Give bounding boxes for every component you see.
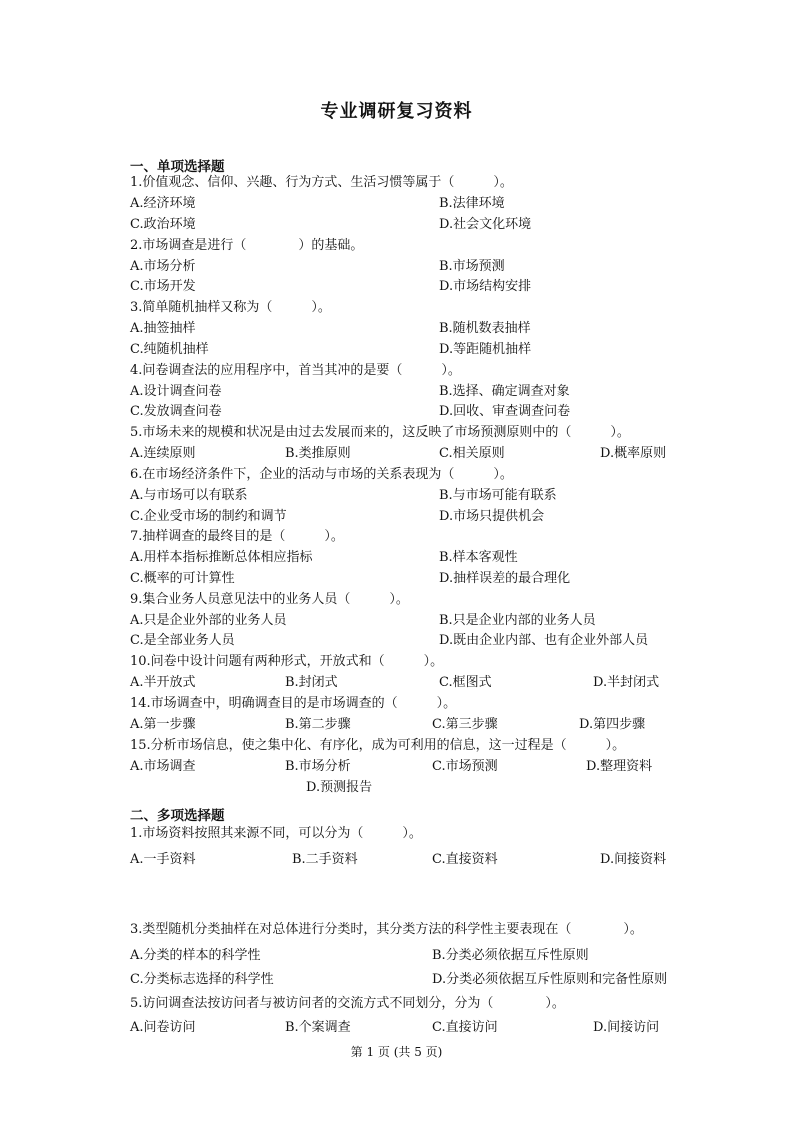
question-5: 5.市场未来的规模和状况是由过去发展而来的，这反映了市场预测原则中的（ ）。 bbox=[130, 425, 630, 440]
m1-option-b: B.二手资料 bbox=[292, 852, 358, 867]
q6-option-a: A.与市场可以有联系 bbox=[130, 488, 248, 503]
q4-option-a: A.设计调查问卷 bbox=[130, 384, 222, 399]
q5-option-b: B.类推原则 bbox=[285, 446, 351, 461]
m1-option-c: C.直接资料 bbox=[432, 852, 498, 867]
q15-option-b: B.市场分析 bbox=[285, 759, 351, 774]
q7-option-c: C.概率的可计算性 bbox=[130, 571, 235, 586]
q7-option-b: B.样本客观性 bbox=[439, 550, 518, 565]
q5-option-a: A.连续原则 bbox=[130, 446, 196, 461]
q14-option-c: C.第三步骤 bbox=[432, 717, 498, 732]
q7-option-d: D.抽样误差的最合理化 bbox=[439, 571, 571, 586]
q3-option-b: B.随机数表抽样 bbox=[439, 321, 531, 336]
q10-option-c: C.框图式 bbox=[439, 675, 492, 690]
q1-option-d: D.社会文化环境 bbox=[439, 217, 532, 232]
q3-option-d: D.等距随机抽样 bbox=[439, 342, 532, 357]
q2-option-a: A.市场分析 bbox=[130, 259, 196, 274]
q15-option-e: D.预测报告 bbox=[306, 780, 373, 795]
q6-option-b: B.与市场可能有联系 bbox=[439, 488, 557, 503]
question-14: 14.市场调查中，明确调查目的是市场调查的（ ）。 bbox=[130, 696, 457, 711]
page-title: 专业调研复习资料 bbox=[320, 101, 473, 122]
question-9: 9.集合业务人员意见法中的业务人员（ ）。 bbox=[130, 592, 409, 607]
q9-option-c: C.是全部业务人员 bbox=[130, 633, 235, 648]
question-15: 15.分析市场信息，使之集中化、有序化，成为可利用的信息，这一过程是（ ）。 bbox=[130, 738, 626, 753]
m1-option-a: A.一手资料 bbox=[130, 852, 196, 867]
question-4: 4.问卷调查法的应用程序中，首当其冲的是要（ ）。 bbox=[130, 363, 461, 378]
m5-option-d: D.间接访问 bbox=[593, 1020, 660, 1035]
question-3: 3.简单随机抽样又称为（ ）。 bbox=[130, 300, 331, 315]
q14-option-d: D.第四步骤 bbox=[579, 717, 646, 732]
q10-option-b: B.封闭式 bbox=[285, 675, 338, 690]
q5-option-d: D.概率原则 bbox=[600, 446, 667, 461]
q3-option-a: A.抽签抽样 bbox=[130, 321, 196, 336]
m3-option-c: C.分类标志选择的科学性 bbox=[130, 972, 274, 987]
m3-option-b: B.分类必须依据互斥性原则 bbox=[432, 948, 589, 963]
q15-option-a: A.市场调查 bbox=[130, 759, 196, 774]
q2-option-c: C.市场开发 bbox=[130, 279, 196, 294]
q9-option-a: A.只是企业外部的业务人员 bbox=[130, 613, 287, 628]
q1-option-c: C.政治环境 bbox=[130, 217, 196, 232]
q9-option-d: D.既由企业内部、也有企业外部人员 bbox=[439, 633, 649, 648]
q2-option-b: B.市场预测 bbox=[439, 259, 505, 274]
q4-option-b: B.选择、确定调查对象 bbox=[439, 384, 570, 399]
question-1: 1.价值观念、信仰、兴趣、行为方式、生活习惯等属于（ ）。 bbox=[130, 175, 513, 190]
page-footer: 第 1 页 (共 5 页) bbox=[350, 1045, 443, 1059]
q4-option-c: C.发放调查问卷 bbox=[130, 404, 222, 419]
q6-option-c: C.企业受市场的制约和调节 bbox=[130, 509, 287, 524]
m1-option-d: D.间接资料 bbox=[600, 852, 667, 867]
q2-option-d: D.市场结构安排 bbox=[439, 279, 532, 294]
q10-option-d: D.半封闭式 bbox=[593, 675, 660, 690]
question-6: 6.在市场经济条件下，企业的活动与市场的关系表现为（ ）。 bbox=[130, 467, 513, 482]
q9-option-b: B.只是企业内部的业务人员 bbox=[439, 613, 596, 628]
q15-option-c: C.市场预测 bbox=[432, 759, 498, 774]
multi-question-3: 3.类型随机分类抽样在对总体进行分类时，其分类方法的科学性主要表现在（ ）。 bbox=[130, 922, 643, 937]
q4-option-d: D.回收、审查调查问卷 bbox=[439, 404, 571, 419]
q15-option-d: D.整理资料 bbox=[586, 759, 653, 774]
q14-option-a: A.第一步骤 bbox=[130, 717, 196, 732]
q1-option-a: A.经济环境 bbox=[130, 196, 196, 211]
q5-option-c: C.相关原则 bbox=[439, 446, 505, 461]
m3-option-a: A.分类的样本的科学性 bbox=[130, 948, 261, 963]
question-10: 10.问卷中设计问题有两种形式，开放式和（ ）。 bbox=[130, 654, 444, 669]
q1-option-b: B.法律环境 bbox=[439, 196, 505, 211]
q6-option-d: D.市场只提供机会 bbox=[439, 509, 545, 524]
section-heading-single-choice: 一、单项选择题 bbox=[130, 159, 225, 175]
q3-option-c: C.纯随机抽样 bbox=[130, 342, 209, 357]
multi-question-1: 1.市场资料按照其来源不同，可以分为（ ）。 bbox=[130, 826, 422, 841]
section-heading-multiple-choice: 二、多项选择题 bbox=[130, 808, 225, 824]
question-7: 7.抽样调查的最终目的是（ ）。 bbox=[130, 529, 344, 544]
m5-option-a: A.问卷访问 bbox=[130, 1020, 196, 1035]
question-2: 2.市场调查是进行（ ）的基础。 bbox=[130, 238, 364, 253]
m3-option-d: D.分类必须依据互斥性原则和完备性原则 bbox=[432, 972, 668, 987]
m5-option-b: B.个案调查 bbox=[285, 1020, 351, 1035]
q14-option-b: B.第二步骤 bbox=[285, 717, 351, 732]
q10-option-a: A.半开放式 bbox=[130, 675, 196, 690]
multi-question-5: 5.访问调查法按访问者与被访问者的交流方式不同划分，分为（ ）。 bbox=[130, 996, 565, 1011]
m5-option-c: C.直接访问 bbox=[432, 1020, 498, 1035]
q7-option-a: A.用样本指标推断总体相应指标 bbox=[130, 550, 313, 565]
